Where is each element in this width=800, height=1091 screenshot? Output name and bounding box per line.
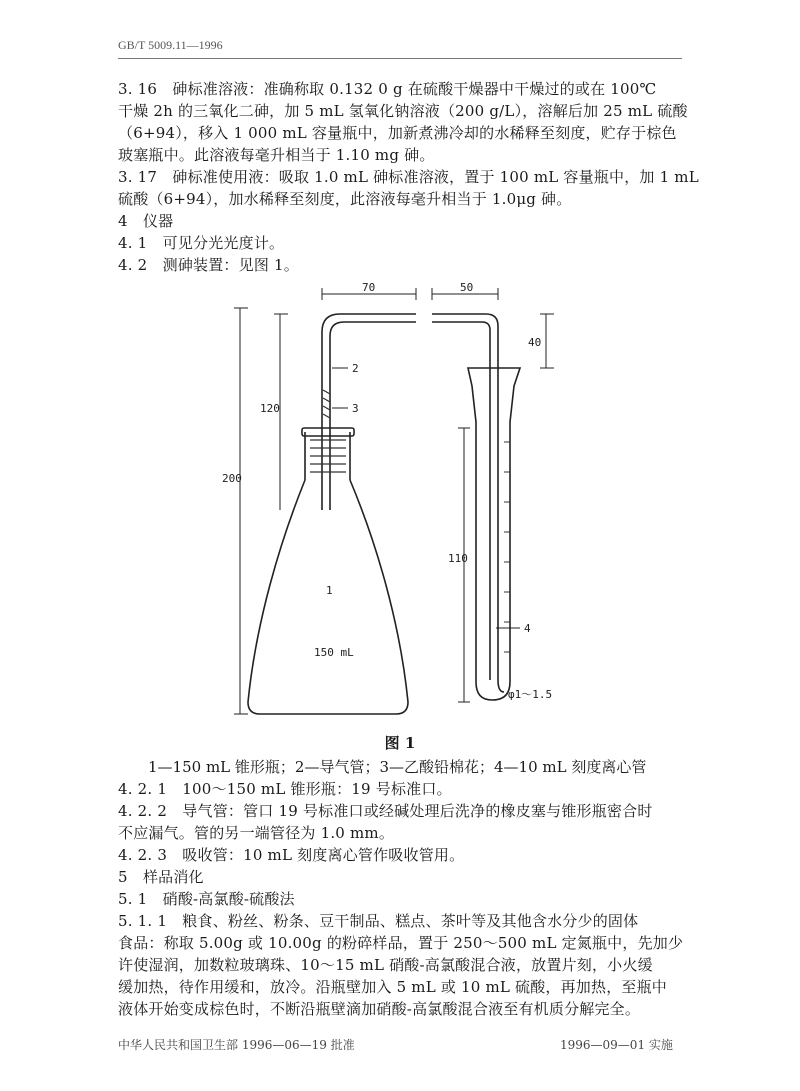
delivery-tube — [322, 314, 416, 510]
paragraph-line: 4. 2. 1 100～150 mL 锥形瓶：19 号标准口。 — [118, 780, 452, 798]
figure-caption: 1—150 mL 锥形瓶；2—导气管；3—乙酸铅棉花；4—10 mL 刻度离心管 — [148, 758, 647, 776]
dim-label-120: 120 — [260, 402, 280, 415]
section-heading: 4 仪器 — [118, 212, 174, 230]
centrifuge-tube — [468, 368, 520, 700]
leader-lines — [332, 368, 520, 628]
dim-line-200 — [234, 308, 248, 714]
paragraph-line: 4. 2. 3 吸收管：10 mL 刻度离心管作吸收管用。 — [118, 846, 465, 864]
part-label-1: 1 — [326, 584, 333, 597]
figure-title: 图 1 — [384, 734, 416, 752]
delivery-tube-inner — [330, 322, 416, 510]
paragraph-line: 4. 2 测砷装置：见图 1。 — [118, 256, 299, 274]
paragraph-line: （6+94），移入 1 000 mL 容量瓶中，加新煮沸冷却的水稀释至刻度，贮存于棕色 — [118, 124, 677, 142]
paragraph-line: 5. 1. 1 粮食、粉丝、粉条、豆干制品、糕点、茶叶等及其他含水分少的固体 — [118, 912, 639, 930]
dim-label-50: 50 — [460, 282, 474, 294]
flask-stopper — [302, 428, 354, 436]
dim-line-110 — [458, 428, 470, 702]
dim-label-40: 40 — [528, 336, 542, 349]
paragraph-line: 3. 16 砷标准溶液：准确称取 0.132 0 g 在硫酸干燥器中干燥过的或在 100℃ — [118, 80, 657, 98]
header-divider — [118, 58, 682, 59]
paragraph-line: 3. 17 砷标准使用液：吸取 1.0 mL 砷标准溶液，置于 100 mL 容量瓶中，加 1 mL — [118, 168, 699, 186]
part-label-3: 3 — [352, 402, 359, 415]
footer-effective-date: 1996—09—01 实施 — [560, 1038, 673, 1052]
paragraph-line: 不应漏气。管的另一端管径为 1.0 mm。 — [118, 824, 395, 842]
paragraph-line: 4. 1 可见分光光度计。 — [118, 234, 285, 252]
paragraph-line: 硫酸（6+94），加水稀释至刻度，此溶液每毫升相当于 1.0μg 砷。 — [118, 190, 572, 208]
paragraph-line: 干燥 2h 的三氧化二砷，加 5 mL 氢氧化钠溶液（200 g/L），溶解后加 25 mL 硫酸 — [118, 102, 688, 120]
tube-diameter-label: φ1～1.5 — [508, 688, 553, 701]
flask-body — [248, 480, 408, 714]
lead-acetate-cotton — [310, 390, 346, 472]
paragraph-line: 玻塞瓶中。此溶液每毫升相当于 1.10 mg 砷。 — [118, 146, 435, 164]
paragraph-line: 食品：称取 5.00g 或 10.00g 的粉碎样品，置于 250～500 mL 定氮瓶中，先加少 — [118, 934, 684, 952]
paragraph-line: 缓加热，待作用缓和，放冷。沿瓶壁加入 5 mL 或 10 mL 硫酸，再加热，至瓶中 — [118, 978, 668, 996]
paragraph-line: 许使湿润，加数粒玻璃珠、10～15 mL 硝酸-高氯酸混合液，放置片刻，小火缓 — [118, 956, 653, 974]
part-label-4: 4 — [524, 622, 531, 635]
text-after-figure — [118, 778, 688, 1020]
paragraph-line: 4. 2. 2 导气管：管口 19 号标准口或经碱处理后洗净的橡皮塞与锥形瓶密合时 — [118, 802, 653, 820]
footer-approval: 中华人民共和国卫生部 1996—06—19 批准 — [118, 1038, 355, 1052]
delivery-tube-right-inner — [432, 322, 490, 680]
dim-label-70: 70 — [362, 282, 376, 294]
tube-graduations — [504, 442, 510, 652]
section-heading: 5 样品消化 — [118, 868, 204, 886]
dim-label-110: 110 — [448, 552, 468, 565]
dim-label-200: 200 — [222, 472, 242, 485]
standard-code-header: GB/T 5009.11—1996 — [118, 38, 223, 52]
dim-line-40 — [540, 314, 554, 368]
arsenic-apparatus-figure — [220, 282, 560, 724]
paragraph-line: 液体开始变成棕色时，不断沿瓶壁滴加硝酸-高氯酸混合液至有机质分解完全。 — [118, 1000, 641, 1018]
flask-volume-label: 150 mL — [314, 646, 354, 659]
text-before-figure — [118, 78, 699, 276]
part-label-2: 2 — [352, 362, 359, 375]
subsection-heading: 5. 1 硝酸-高氯酸-硫酸法 — [118, 890, 295, 908]
